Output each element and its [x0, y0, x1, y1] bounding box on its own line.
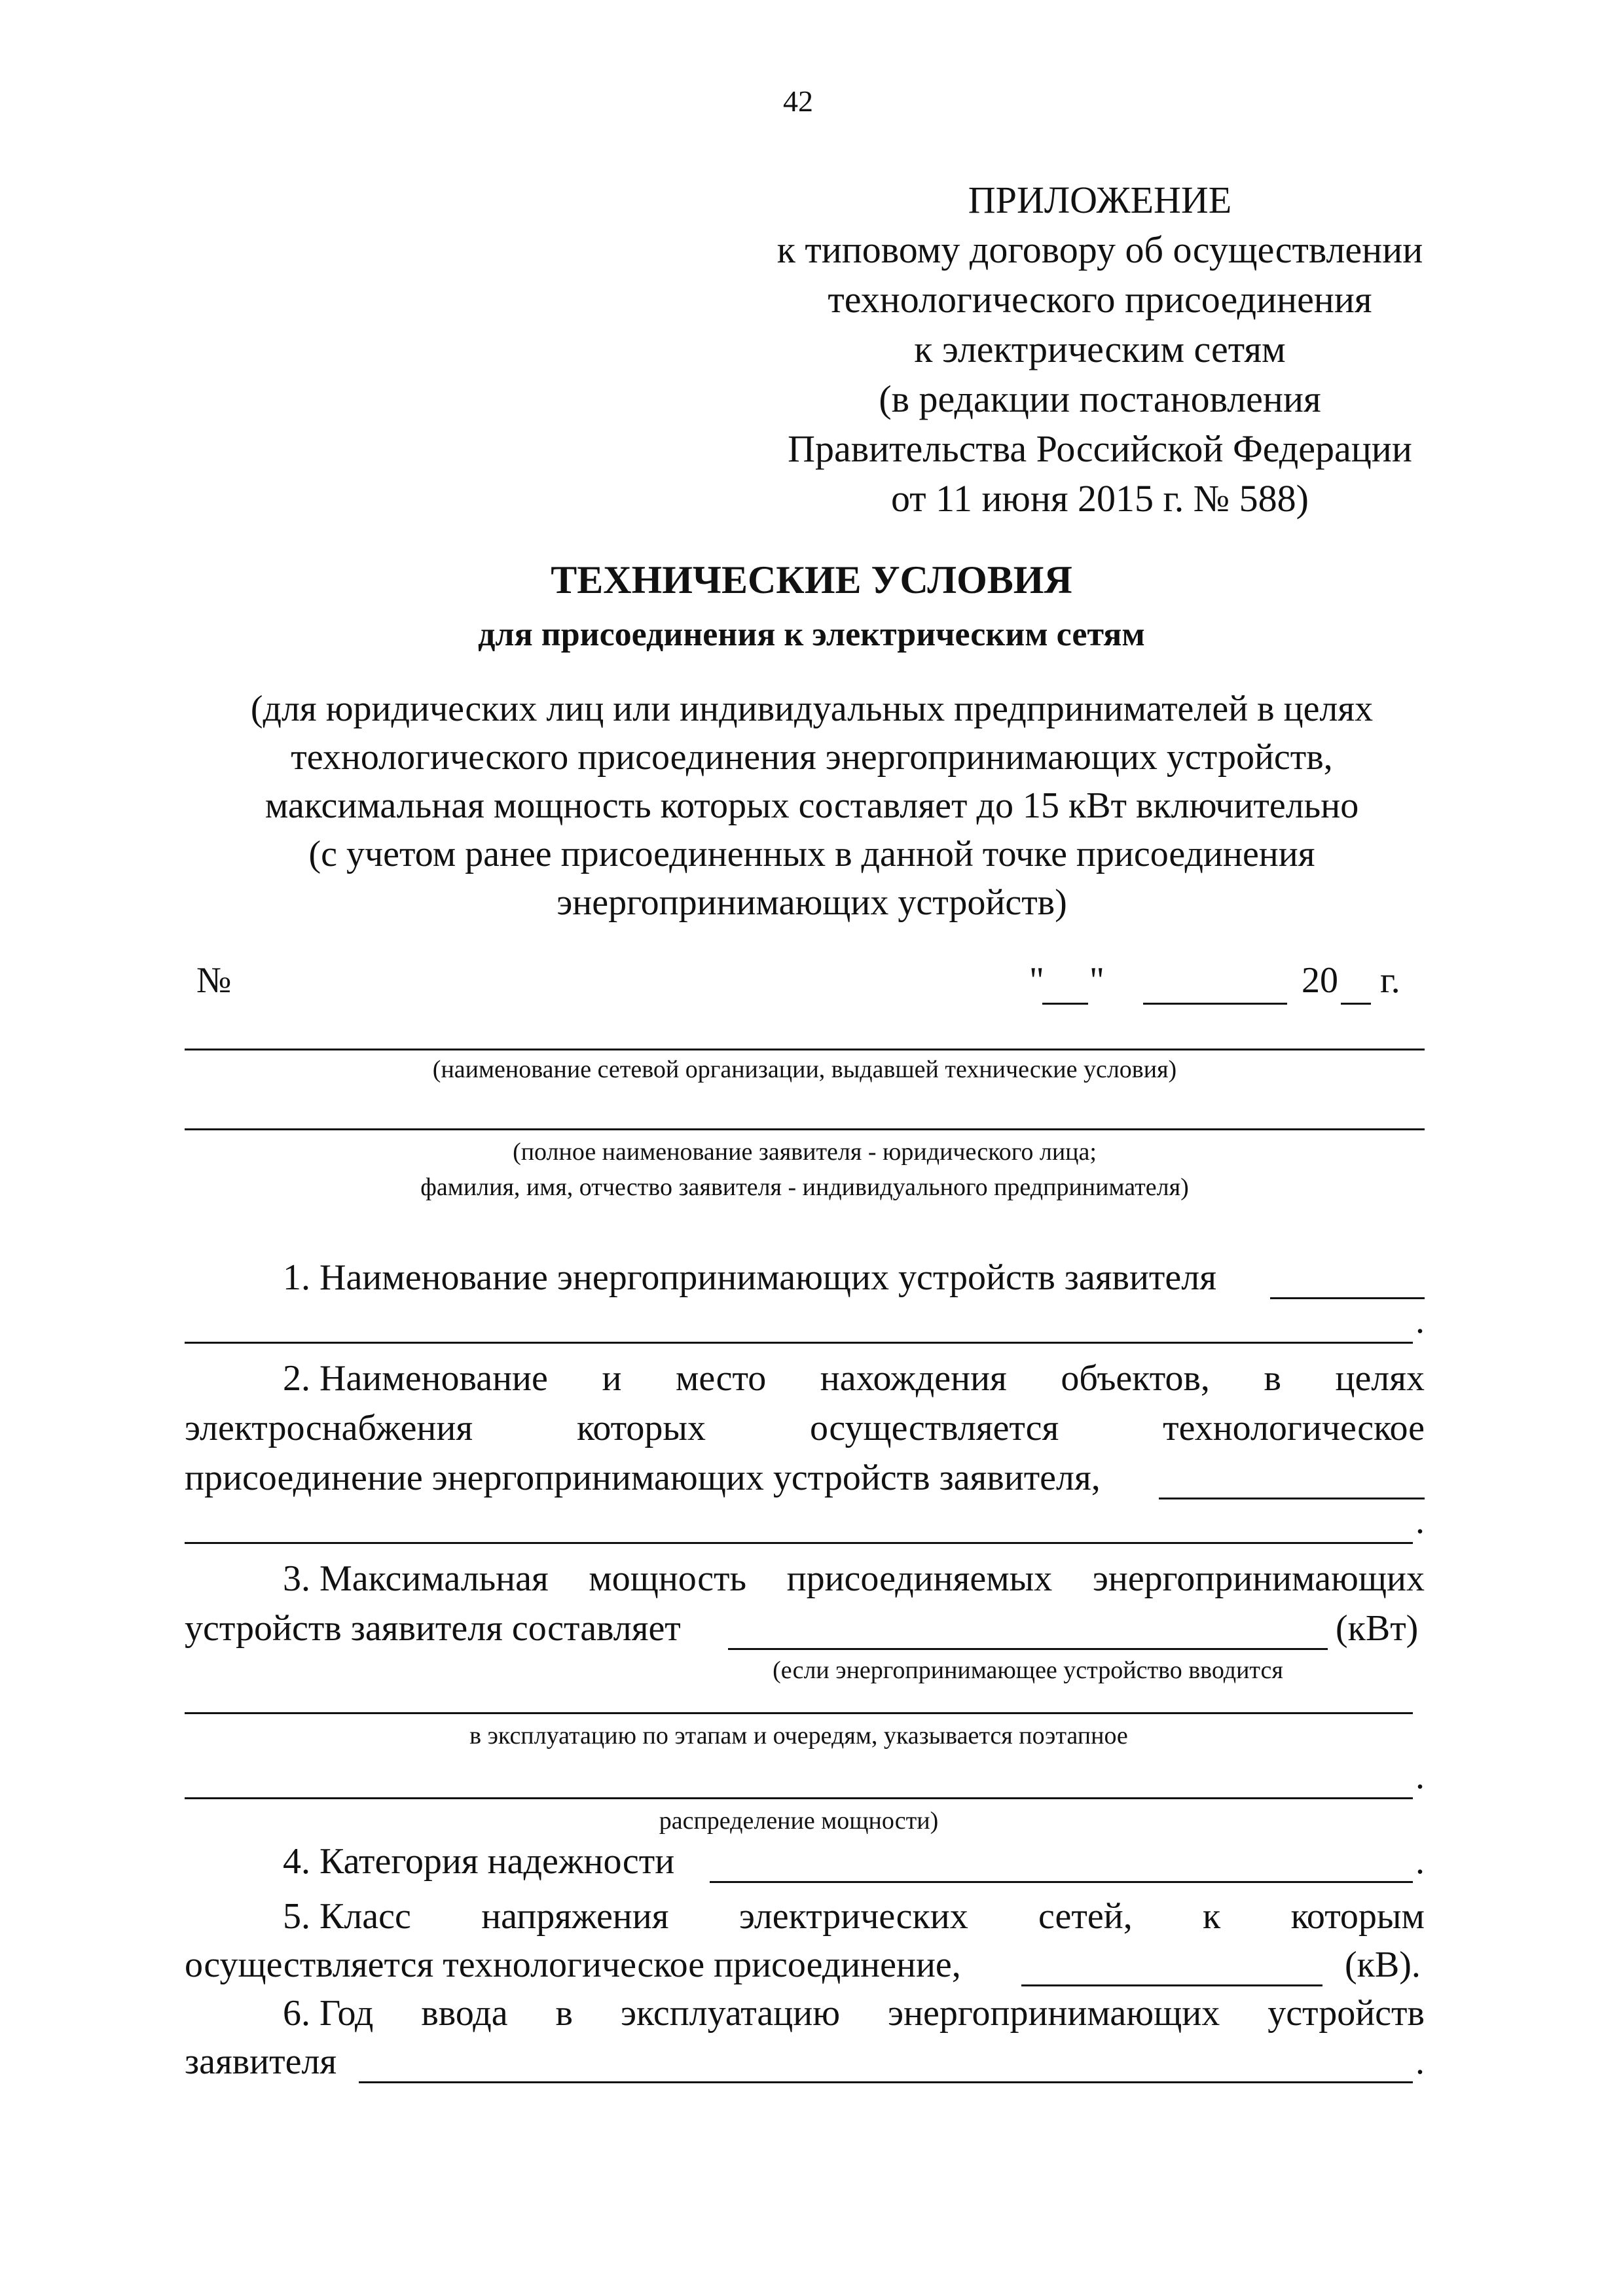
appendix-line: Правительства Российской Федерации — [788, 427, 1412, 470]
item-5-word: которым — [1290, 1896, 1425, 1937]
item-2-word: место — [675, 1358, 767, 1399]
intro-line: максимальная мощность которых составляет до 15 кВт включительно — [264, 785, 1359, 826]
date-year-blank — [1341, 1003, 1371, 1005]
item-2-line1 — [283, 1357, 1425, 1399]
page-number: 42 — [783, 84, 813, 118]
appendix-line: к типовому договору об осуществлении — [776, 228, 1423, 271]
item-3-word: 3. Максимальная — [283, 1558, 549, 1599]
item-3-period: . — [1415, 1756, 1425, 1797]
appendix-title: ПРИЛОЖЕНИЕ — [968, 179, 1232, 221]
item-2-blank-line2 — [185, 1542, 1413, 1544]
item-6-period: . — [1415, 2041, 1425, 2082]
intro-line: энергопринимающих устройств) — [556, 882, 1067, 923]
date-day-blank — [1042, 1003, 1088, 1005]
date-month-blank — [1143, 1003, 1287, 1005]
item-6-blank — [359, 2081, 1413, 2083]
item-6-line1 — [283, 1992, 1425, 2034]
item-2-word: осуществляется — [809, 1408, 1059, 1448]
date-year-prefix: 20 — [1302, 960, 1338, 1001]
document-title: ТЕХНИЧЕСКИЕ УСЛОВИЯ — [551, 558, 1072, 601]
item-3-line1 — [283, 1558, 1425, 1600]
item-6-line2: заявителя — [185, 2041, 337, 2082]
item-3-note: (если энергопринимающее устройство вводится — [773, 1657, 1283, 1684]
item-4-blank — [710, 1881, 1413, 1883]
document-subtitle: для присоединения к электрическим сетям — [478, 616, 1145, 653]
item-3-unit: (кВт) — [1336, 1608, 1419, 1649]
item-6-word: 6. Год — [283, 1993, 374, 2034]
item-2-word: электроснабжения — [185, 1408, 473, 1448]
item-6-word: ввода — [421, 1993, 508, 2034]
item-2-word: и — [602, 1358, 622, 1399]
intro-line: технологического присоединения энергопринимающих устройств, — [291, 737, 1333, 778]
item-5-word: электрических — [739, 1896, 968, 1937]
item-2-line2 — [185, 1407, 1425, 1449]
applicant-caption: (полное наименование заявителя - юридического лица; — [513, 1138, 1097, 1166]
item-2-line3: присоединение энергопринимающих устройств заявителя, — [185, 1458, 1101, 1498]
applicant-name-line — [185, 1128, 1425, 1130]
item-4-text: 4. Категория надежности — [283, 1841, 675, 1882]
appendix-line: от 11 июня 2015 г. № 588) — [891, 477, 1309, 520]
item-5-word: напряжения — [481, 1896, 669, 1937]
intro-line: (с учетом ранее присоединенных в данной точке присоединения — [308, 834, 1315, 874]
item-5-line2: осуществляется технологическое присоединение, — [185, 1945, 961, 1985]
intro-block — [131, 685, 1493, 927]
item-2-period: . — [1415, 1501, 1425, 1541]
item-5-line1 — [283, 1895, 1425, 1937]
item-2-word: целях — [1335, 1358, 1425, 1399]
item-6-word: в — [555, 1993, 573, 2034]
item-2-word: нахождения — [820, 1358, 1007, 1399]
number-sign: № — [196, 960, 232, 1001]
item-6-word: эксплуатацию — [620, 1993, 841, 2034]
item-2-word: объектов, — [1061, 1358, 1210, 1399]
item-6-word: энергопринимающих — [888, 1993, 1220, 2034]
item-2-word: 2. Наименование — [283, 1358, 548, 1399]
appendix-line: к электрическим сетям — [914, 328, 1286, 370]
item-3-power-blank — [728, 1648, 1328, 1650]
item-5-unit: (кВ). — [1345, 1945, 1421, 1985]
org-name-caption: (наименование сетевой организации, выдавшей технические условия) — [432, 1056, 1177, 1083]
item-3-word: мощность — [589, 1558, 747, 1599]
item-4-period: . — [1415, 1841, 1425, 1882]
item-5-word: сетей, — [1038, 1896, 1133, 1937]
item-5-word: 5. Класс — [283, 1896, 411, 1937]
item-5-voltage-blank — [1021, 1984, 1322, 1986]
item-2-word: технологическое — [1163, 1408, 1425, 1448]
org-name-line — [185, 1049, 1425, 1050]
item-2-blank — [1159, 1498, 1425, 1499]
item-3-word: энергопринимающих — [1092, 1558, 1425, 1599]
item-5-word: к — [1203, 1896, 1221, 1937]
item-3-word: присоединяемых — [786, 1558, 1053, 1599]
item-3-note: в эксплуатацию по этапам и очередям, указывается поэтапное — [469, 1722, 1128, 1749]
item-3-blank-line2 — [185, 1712, 1413, 1714]
item-2-word: в — [1264, 1358, 1281, 1399]
appendix-line: (в редакции постановления — [879, 378, 1321, 420]
date-quote-close: " — [1089, 960, 1104, 1001]
item-6-word: устройств — [1267, 1993, 1425, 2034]
item-3-note: распределение мощности) — [659, 1807, 939, 1835]
item-1-period: . — [1415, 1300, 1425, 1341]
date-quote-open: " — [1029, 960, 1044, 1001]
applicant-caption: фамилия, имя, отчество заявителя - индивидуального предпринимателя) — [420, 1174, 1189, 1201]
intro-line: (для юридических лиц или индивидуальных предпринимателей в целях — [250, 689, 1374, 729]
date-year-suffix: г. — [1380, 960, 1400, 1001]
item-1-blank — [1270, 1297, 1425, 1299]
item-1-blank-line2 — [185, 1342, 1413, 1344]
item-2-word: которых — [577, 1408, 706, 1448]
item-1-text: 1. Наименование энергопринимающих устройств заявителя — [283, 1257, 1216, 1298]
item-3-line2: устройств заявителя составляет — [185, 1608, 681, 1649]
appendix-line: технологического присоединения — [828, 278, 1372, 321]
appendix-block — [759, 175, 1440, 524]
item-3-blank-line3 — [185, 1797, 1413, 1799]
